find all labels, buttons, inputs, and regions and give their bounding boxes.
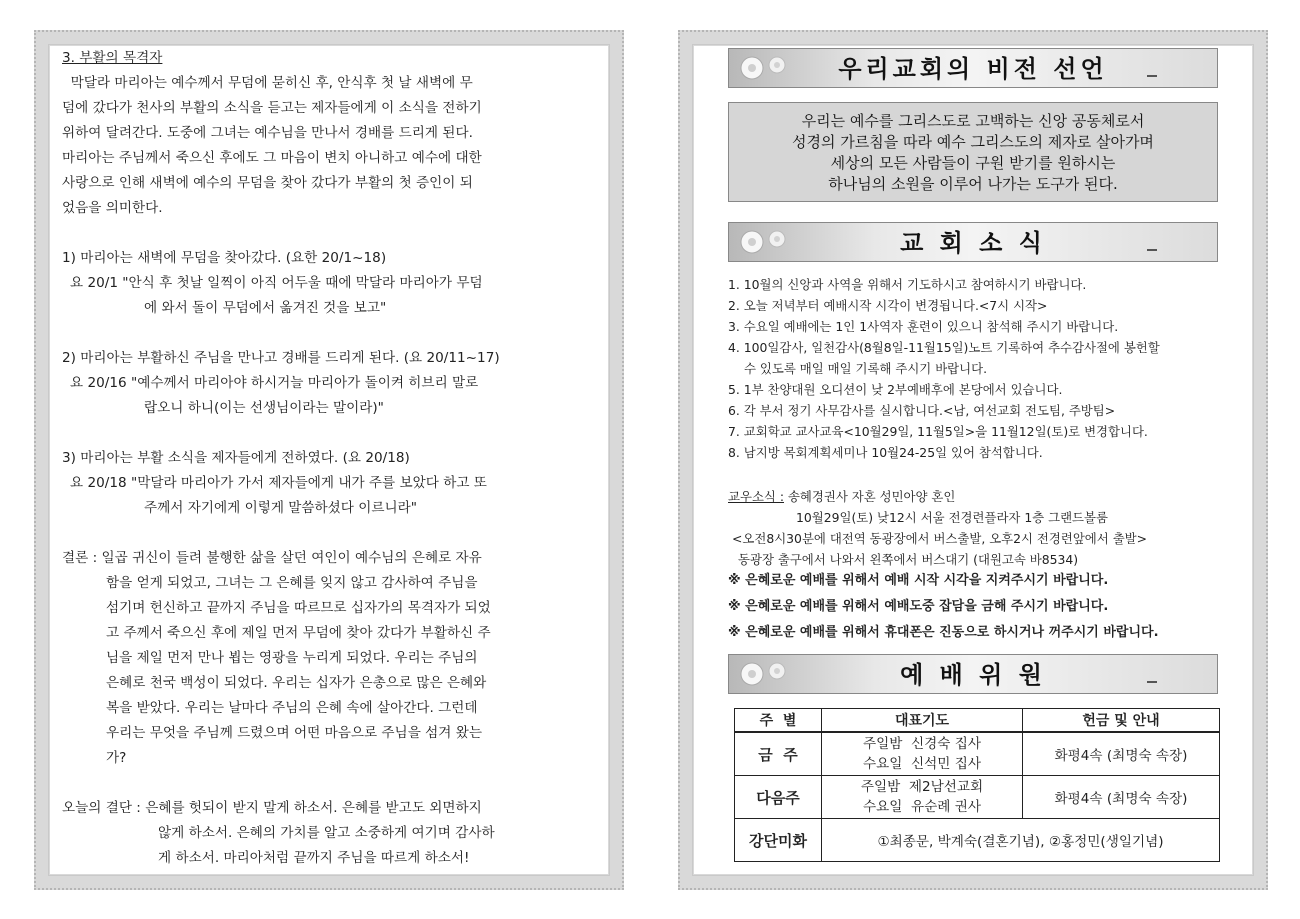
news-item: 8. 남지방 목회계획세미나 10월24-25일 있어 참석합니다.: [728, 445, 1043, 460]
notice: ※ 은혜로운 예배를 위해서 휴대폰은 진동으로 하시거나 꺼주시기 바랍니다.: [728, 625, 1159, 640]
worship-notices: [728, 568, 1238, 646]
prayer-line: 수요일 유순례 권사: [862, 799, 981, 815]
row-offering: 화평4속 (최명숙 속장): [1023, 776, 1220, 819]
news-item: 4. 100일감사, 일천감사(8월8일-11월15일)노트 기록하여 추수감사절에 봉헌할: [728, 340, 1160, 355]
conclusion-line: 님을 제일 먼저 만나 뵙는 영광을 누리게 되었다. 우리는 주님의: [106, 650, 478, 666]
vision-line: 우리는 예수를 그리스도로 고백하는 신앙 공동체로서: [801, 112, 1145, 130]
right-page: [678, 30, 1268, 890]
conclusion-line: 가?: [106, 750, 127, 766]
prayer-line: 주일밤 제2남선교회: [860, 779, 984, 795]
news-item: 1. 10월의 신앙과 사역을 위해서 기도하시고 참여하시기 바랍니다.: [728, 277, 1087, 292]
news-item: 6. 각 부서 정기 사무감사를 실시합니다.<남, 여선교회 전도팀, 주방팀>: [728, 403, 1116, 418]
news-item: 7. 교회학교 교사교육<10월29일, 11월5일>을 11월12일(토)로 변경합니다.: [728, 424, 1148, 439]
table-row: [735, 819, 1220, 862]
table-row: [735, 776, 1220, 819]
sermon-content: [62, 46, 602, 874]
banner-dash: [1147, 681, 1157, 683]
conclusion-line: 섬기며 헌신하고 끝까지 주님을 따르므로 십자가의 목격자가 되었: [106, 600, 491, 616]
conclusion-line: 복을 받았다. 우리는 날마다 주님의 은혜 속에 살아간다. 그런데: [106, 700, 478, 716]
row-offering: 화평4속 (최명숙 속장): [1023, 732, 1220, 776]
news-list: [728, 274, 1228, 463]
point-verse: 요 20/18 "막달라 마리아가 가서 제자들에게 내가 주를 보았다 하고 또: [70, 475, 487, 491]
news-item: 5. 1부 찬양대원 오디션이 낮 2부예배후에 본당에서 있습니다.: [728, 382, 1063, 397]
col-header: 주 별: [735, 709, 822, 733]
resolution-line: 않게 하소서. 은혜의 가치를 알고 소중하게 여기며 감사하: [158, 825, 495, 841]
notice: ※ 은혜로운 예배를 위해서 예배도중 잡담을 금해 주시기 바랍니다.: [728, 599, 1109, 614]
resolution-line: 게 하소서. 마리아처럼 끝까지 주님을 따르게 하소서!: [158, 850, 470, 866]
prayer-line: 수요일 신석민 집사: [862, 756, 981, 772]
news-item: 3. 수요일 예배에는 1인 1사역자 훈련이 있으니 참석해 주시기 바랍니다.: [728, 319, 1119, 334]
conclusion-line: 고 주께서 죽으신 후에 제일 먼저 무덤에 찾아 갔다가 부활하신 주: [106, 625, 491, 641]
news-banner: [728, 222, 1218, 262]
point-verse-cont: 랍오니 하니(이는 선생님이라는 말이라)": [144, 400, 384, 416]
conclusion-line: 우리는 무엇을 주님께 드렸으며 어떤 마음으로 주님을 섬겨 왔는: [106, 725, 482, 741]
vision-statement: [728, 102, 1218, 202]
row-prayer: [822, 776, 1023, 819]
vision-line: 세상의 모든 사람들이 구원 받기를 원하시는: [830, 154, 1116, 172]
intro-line: 덤에 갔다가 천사의 부활의 소식을 듣고는 제자들에게 이 소식을 전하기: [62, 100, 482, 116]
point-heading: 3) 마리아는 부활 소식을 제자들에게 전하였다. (요 20/18): [62, 450, 410, 466]
left-page: [34, 30, 624, 890]
col-header: 헌금 및 안내: [1023, 709, 1220, 733]
conclusion-first: 결론 : 일곱 귀신이 들려 불행한 삶을 살던 여인이 예수님의 은혜로 자유: [62, 550, 482, 566]
intro-line: 마리아는 주님께서 죽으신 후에도 그 마음이 변치 아니하고 예수에 대한: [62, 150, 482, 166]
duty-title: 예 배 위 원: [900, 661, 1046, 689]
banner-dash: [1147, 249, 1157, 251]
vision-title: 우리교회의 비전 선언: [838, 55, 1108, 83]
intro-line: 막달라 마리아는 예수께서 무덤에 묻히신 후, 안식후 첫 날 새벽에 무: [62, 75, 473, 91]
member-news-text: 송혜경권사 자혼 성민아양 혼인: [784, 489, 956, 504]
news-title: 교 회 소 식: [900, 229, 1046, 257]
vision-banner: [728, 48, 1218, 88]
conclusion-line: 은혜로 천국 백성이 되었다. 우리는 십자가 은총으로 많은 은혜와: [106, 675, 487, 691]
intro-line: 었음을 의미한다.: [62, 200, 163, 216]
news-item: 2. 오늘 저녁부터 예배시작 시각이 변경됩니다.<7시 시작>: [728, 298, 1048, 313]
point-verse: 요 20/1 "안식 후 첫날 일찍이 아직 어두울 때에 막달라 마리아가 무덤: [70, 275, 483, 291]
intro-line: 사랑으로 인해 새벽에 예수의 무덤을 찾아 갔다가 부활의 첫 증인이 되: [62, 175, 473, 191]
point-heading: 1) 마리아는 새벽에 무덤을 찾아갔다. (요한 20/1~18): [62, 250, 387, 266]
row-prayer: [822, 732, 1023, 776]
resolution-first: 오늘의 결단 : 은혜를 헛되이 받지 말게 하소서. 은혜를 받고도 외면하지: [62, 800, 482, 816]
row-role: 강단미화: [735, 819, 822, 862]
duty-banner: [728, 654, 1218, 694]
news-item-cont: 수 있도록 매일 매일 기록해 주시기 바랍니다.: [744, 361, 988, 376]
notice: ※ 은혜로운 예배를 위해서 예배 시작 시각을 지켜주시기 바랍니다.: [728, 573, 1109, 588]
row-role: 다음주: [735, 776, 822, 819]
vision-line: 하나님의 소원을 이루어 나가는 도구가 된다.: [828, 175, 1118, 193]
col-header: 대표기도: [822, 709, 1023, 733]
row-role: 금 주: [735, 732, 822, 776]
section-title: 3. 부활의 목격자: [62, 50, 163, 66]
intro-line: 위하여 달려간다. 도중에 그녀는 예수님을 만나서 경배를 드리게 된다.: [62, 125, 473, 141]
prayer-line: 주일밤 신경숙 집사: [862, 736, 981, 752]
member-news: [728, 486, 1228, 570]
vision-line: 성경의 가르침을 따라 예수 그리스도의 제자로 살아가며: [792, 133, 1154, 151]
member-news-line: <오전8시30분에 대전역 동광장에서 버스출발, 오후2시 전경련앞에서 출발>: [732, 531, 1148, 546]
member-news-line: 10월29일(토) 낮12시 서울 전경련플라자 1층 그랜드볼룸: [796, 510, 1108, 525]
banner-dash: [1147, 75, 1157, 77]
member-news-line: 동광장 출구에서 나와서 왼쪽에서 버스대기 (대원고속 바8534): [738, 552, 1079, 567]
flower-duty: ①최종문, 박계숙(결혼기념), ②홍정민(생일기념): [822, 819, 1220, 862]
point-verse: 요 20/16 "예수께서 마리아야 하시거늘 마리아가 돌이켜 히브리 말로: [70, 375, 479, 391]
duty-table: [734, 708, 1220, 862]
point-verse-cont: 에 와서 돌이 무덤에서 옮겨진 것을 보고": [144, 300, 387, 316]
point-heading: 2) 마리아는 부활하신 주님을 만나고 경배를 드리게 된다. (요 20/11~17): [62, 350, 500, 366]
conclusion-line: 함을 얻게 되었고, 그녀는 그 은혜를 잊지 않고 감사하여 주님을: [106, 575, 478, 591]
point-verse-cont: 주께서 자기에게 이렇게 말씀하셨다 이르니라": [144, 500, 418, 516]
table-row: [735, 732, 1220, 776]
member-news-label: 교우소식 :: [728, 489, 784, 504]
